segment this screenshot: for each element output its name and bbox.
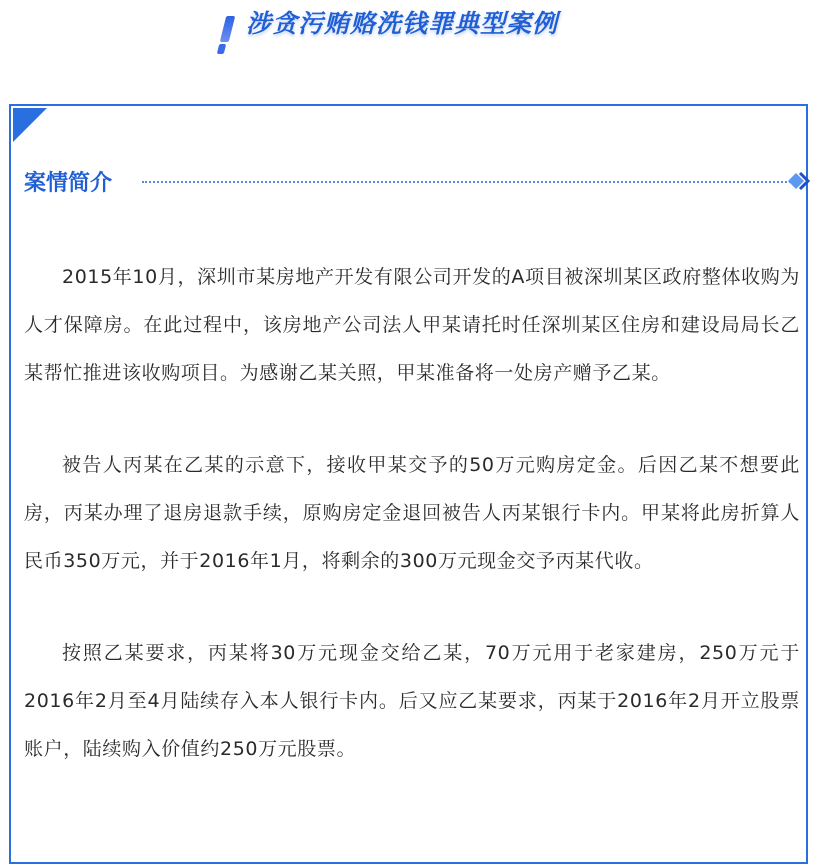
case-card bbox=[9, 104, 808, 864]
banner-header bbox=[0, 0, 821, 70]
banner-decoration bbox=[220, 16, 235, 42]
paragraph-2: 被告人丙某在乙某的示意下，接收甲某交予的50万元购房定金。后因乙某不想要此房，丙某办理了退房退款手续，原购房定金退回被告人丙某银行卡内。甲某将此房折算人民币350万元，并于2016年1月，将剩余的300万元现金交予丙某代收。 bbox=[24, 454, 800, 572]
banner-decoration-small bbox=[217, 44, 226, 54]
dotted-divider bbox=[142, 181, 794, 183]
case-body bbox=[24, 253, 800, 817]
paragraph-1: 2015年10月，深圳市某房地产开发有限公司开发的A项目被深圳某区政府整体收购为人才保障房。在此过程中，该房地产公司法人甲某请托时任深圳某区住房和建设局局长乙某帮忙推进该收购项目。为感谢乙某关照，甲某准备将一处房产赠予乙某。 bbox=[24, 266, 800, 384]
paragraph-3: 按照乙某要求，丙某将30万元现金交给乙某，70万元用于老家建房，250万元于2016年2月至4月陆续存入本人银行卡内。后又应乙某要求，丙某于2016年2月开立股票账户，陆续购入价值约250万元股票。 bbox=[24, 642, 800, 760]
section-header bbox=[24, 164, 812, 200]
corner-triangle-decoration bbox=[13, 108, 47, 142]
section-title: 案情简介 bbox=[24, 171, 113, 196]
banner-title: 涉贪污贿赂洗钱罪典型案例 bbox=[246, 9, 559, 38]
diamond-chevron-icon bbox=[785, 170, 811, 192]
